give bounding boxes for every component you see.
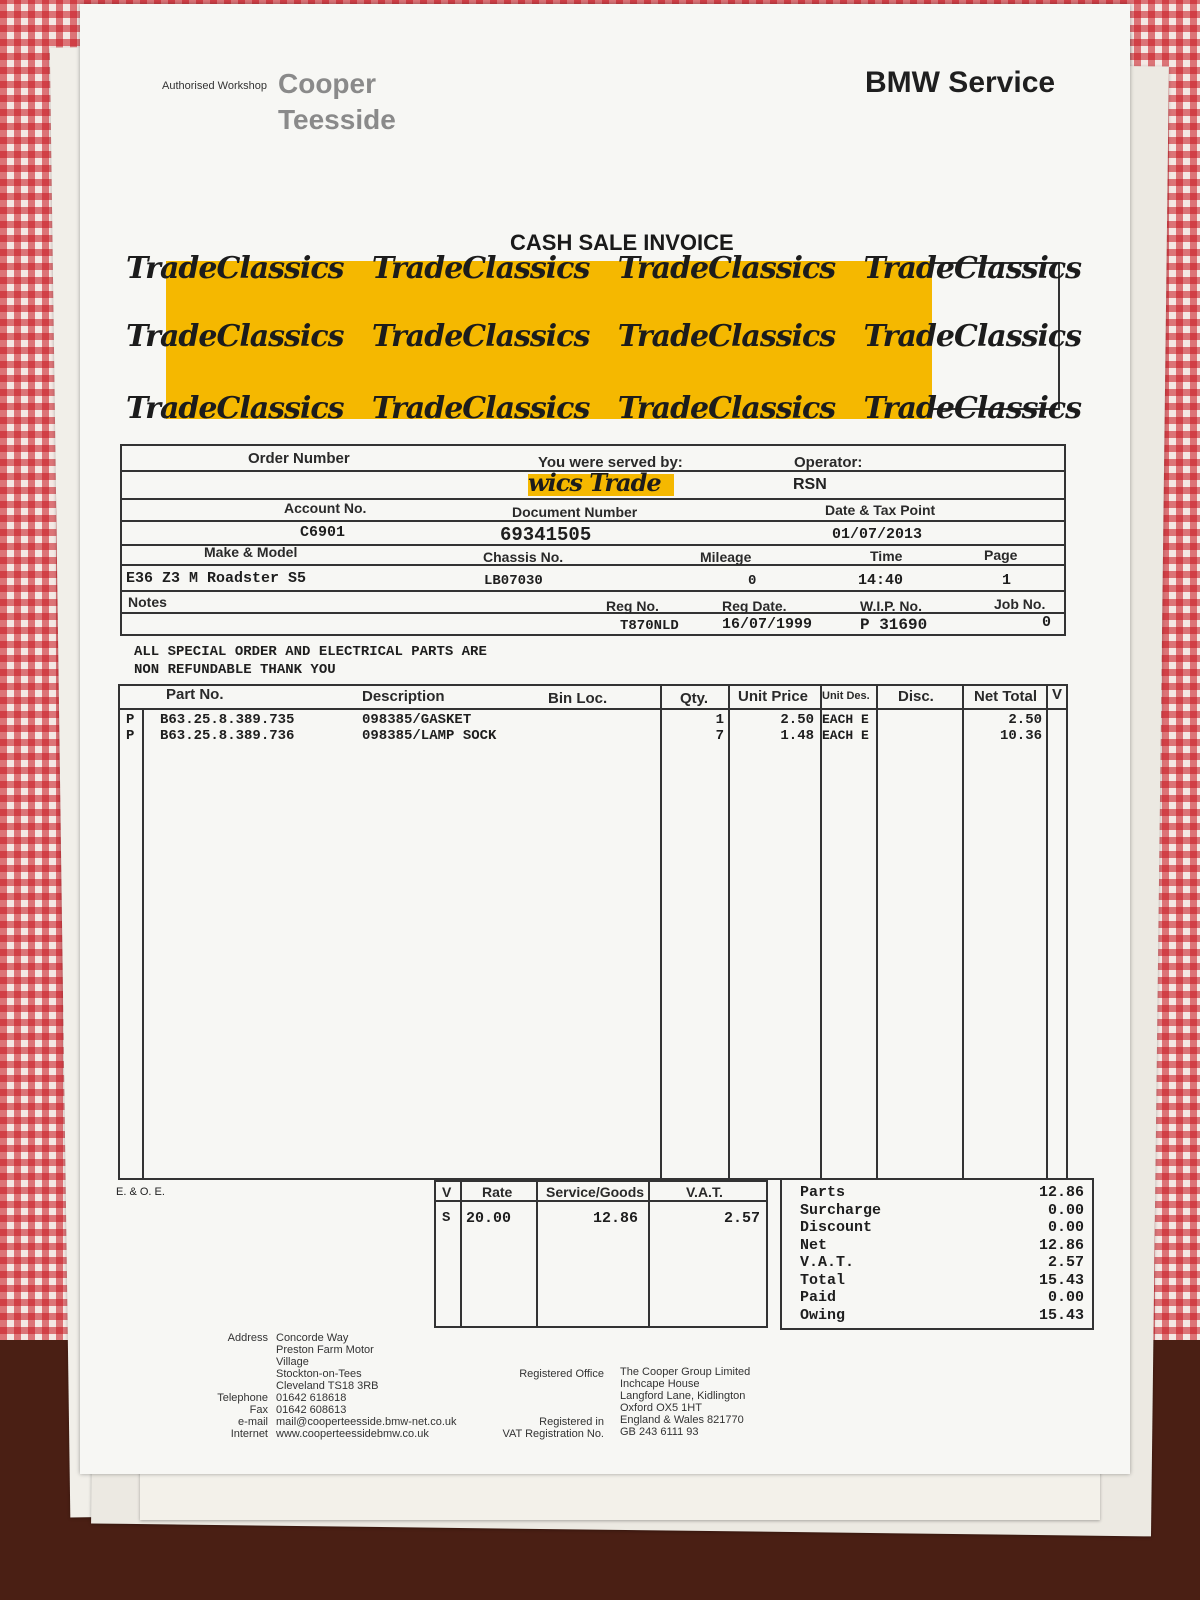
job-value: 0: [1042, 614, 1052, 631]
totals-row-paid: Paid 0.00: [800, 1289, 1084, 1306]
footer-address-label: Address: [227, 1332, 268, 1344]
account-value: C6901: [300, 524, 346, 541]
vat-code: S: [442, 1210, 451, 1226]
wip-value: P 31690: [860, 616, 928, 634]
footer-registered-labels: Registered in VAT Registration No.: [502, 1416, 604, 1440]
footer-office-label: Registered Office: [519, 1368, 604, 1380]
row-2-type: P: [126, 728, 135, 744]
col-header-disc: Disc.: [898, 688, 934, 705]
chassis-label: Chassis No.: [483, 549, 564, 565]
totals-row-owing: Owing 15.43: [800, 1306, 1084, 1324]
row-1-type: P: [126, 712, 135, 728]
vat-header-goods: Service/Goods: [546, 1184, 645, 1200]
footer-office: The Cooper Group Limited Inchcape House Langford Lane, Kidlington Oxford OX5 1HT: [620, 1366, 751, 1414]
col-header-description: Description: [362, 688, 445, 705]
totals-row-total: Total 15.43: [800, 1271, 1084, 1289]
col-header-bin: Bin Loc.: [548, 690, 608, 707]
watermark-text: TradeClassics TradeClassics TradeClassics TradeClassics: [126, 391, 1082, 426]
reg-no-value: T870NLD: [620, 618, 679, 634]
document-number-label: Document Number: [512, 504, 638, 520]
invoice-page: [80, 4, 1130, 1474]
col-header-net: Net Total: [974, 688, 1038, 705]
notice-line-1: ALL SPECIAL ORDER AND ELECTRICAL PARTS ARE: [134, 644, 487, 660]
row-2-price: 1.48: [780, 728, 814, 744]
authorised-workshop-label: Authorised Workshop: [162, 80, 267, 92]
page-value: 1: [1002, 572, 1012, 589]
notes-label: Notes: [128, 594, 167, 610]
col-header-unit-price: Unit Price: [738, 688, 809, 705]
col-header-qty: Qty.: [680, 690, 709, 707]
time-label: Time: [870, 548, 903, 564]
totals-row-net: Net 12.86: [800, 1236, 1084, 1254]
vat-rate: 20.00: [466, 1210, 512, 1227]
vat-goods-value: 12.86: [592, 1210, 638, 1227]
footer-address: Concorde Way Preston Farm Motor Village Stockton-on-Tees Cleveland TS18 3RB: [276, 1332, 379, 1392]
mileage-value: 0: [748, 573, 757, 589]
make-model-value: E36 Z3 M Roadster S5: [126, 570, 307, 587]
invoice-title: CASH SALE INVOICE: [510, 230, 734, 255]
row-1-net: 2.50: [1008, 712, 1042, 728]
reg-date-value: 16/07/1999: [722, 616, 813, 633]
footer-contact-labels: Telephone Fax e-mail Internet: [217, 1392, 268, 1440]
job-label: Job No.: [994, 596, 1046, 612]
col-header-unit-des: Unit Des.: [822, 690, 870, 702]
operator-label: Operator:: [794, 454, 863, 471]
vat-table: [434, 1180, 768, 1328]
row-2-unit: EACH E: [822, 728, 869, 743]
redaction-block: [126, 251, 1082, 426]
items-table: [118, 684, 1068, 1180]
date-label: Date & Tax Point: [825, 502, 936, 518]
eoe-label: E. & O. E.: [116, 1186, 165, 1198]
operator-value: RSN: [793, 476, 827, 493]
totals-row-surcharge: Surcharge 0.00: [800, 1201, 1084, 1219]
dealer-name-line2: Teesside: [278, 104, 396, 135]
totals-row-vat: V.A.T. 2.57: [800, 1254, 1084, 1271]
wip-label: W.I.P. No.: [860, 598, 922, 614]
watermark-text: TradeClassics TradeClassics TradeClassics TradeClassics: [126, 319, 1082, 354]
order-number-label: Order Number: [248, 450, 350, 467]
row-2-qty: 7: [715, 728, 724, 744]
vat-amount: 2.57: [723, 1210, 760, 1227]
footer-contact-values: 01642 618618 01642 608613 mail@cooperteesside.bmw-net.co.uk www.cooperteessidebmw.co.uk: [276, 1392, 457, 1440]
vat-header-vat: V.A.T.: [686, 1184, 723, 1200]
redaction-block-small: wics Trade: [528, 474, 674, 496]
notice-line-2: NON REFUNDABLE THANK YOU: [134, 662, 336, 678]
row-2-net: 10.36: [999, 728, 1042, 744]
row-1-description: 098385/GASKET: [362, 712, 472, 728]
reg-date-label: Reg Date.: [722, 598, 787, 614]
vat-header-v: V: [442, 1184, 452, 1200]
col-header-v: V: [1052, 686, 1063, 703]
row-2-description: 098385/LAMP SOCK: [362, 728, 497, 744]
col-header-part: Part No.: [166, 686, 224, 703]
totals-row-discount: Discount 0.00: [800, 1219, 1084, 1236]
totals-list: [800, 1184, 1084, 1324]
make-model-label: Make & Model: [204, 544, 298, 560]
totals-row-parts: Parts 12.86: [800, 1184, 1084, 1201]
served-by-label: You were served by:: [538, 454, 683, 471]
row-1-unit: EACH E: [822, 712, 869, 727]
dealer-name-line1: Cooper: [278, 68, 376, 99]
row-1-price: 2.50: [780, 712, 814, 728]
document-number-value: 69341505: [500, 524, 592, 546]
brand-title: BMW Service: [865, 66, 1056, 99]
account-label: Account No.: [284, 500, 367, 516]
page-label: Page: [984, 547, 1018, 563]
vat-header-rate: Rate: [482, 1184, 513, 1200]
chassis-value: LB07030: [484, 573, 543, 589]
mileage-label: Mileage: [700, 549, 752, 565]
row-1-part: B63.25.8.389.735: [160, 712, 295, 728]
date-value: 01/07/2013: [832, 526, 923, 543]
time-value: 14:40: [858, 572, 904, 589]
watermark-text: TradeClassics TradeClassics TradeClassics TradeClassics: [126, 251, 1082, 286]
row-1-qty: 1: [715, 712, 724, 728]
footer-registered-values: England & Wales 821770 GB 243 6111 93: [620, 1414, 744, 1438]
row-2-part: B63.25.8.389.736: [160, 728, 295, 744]
reg-no-label: Reg No.: [606, 598, 659, 614]
